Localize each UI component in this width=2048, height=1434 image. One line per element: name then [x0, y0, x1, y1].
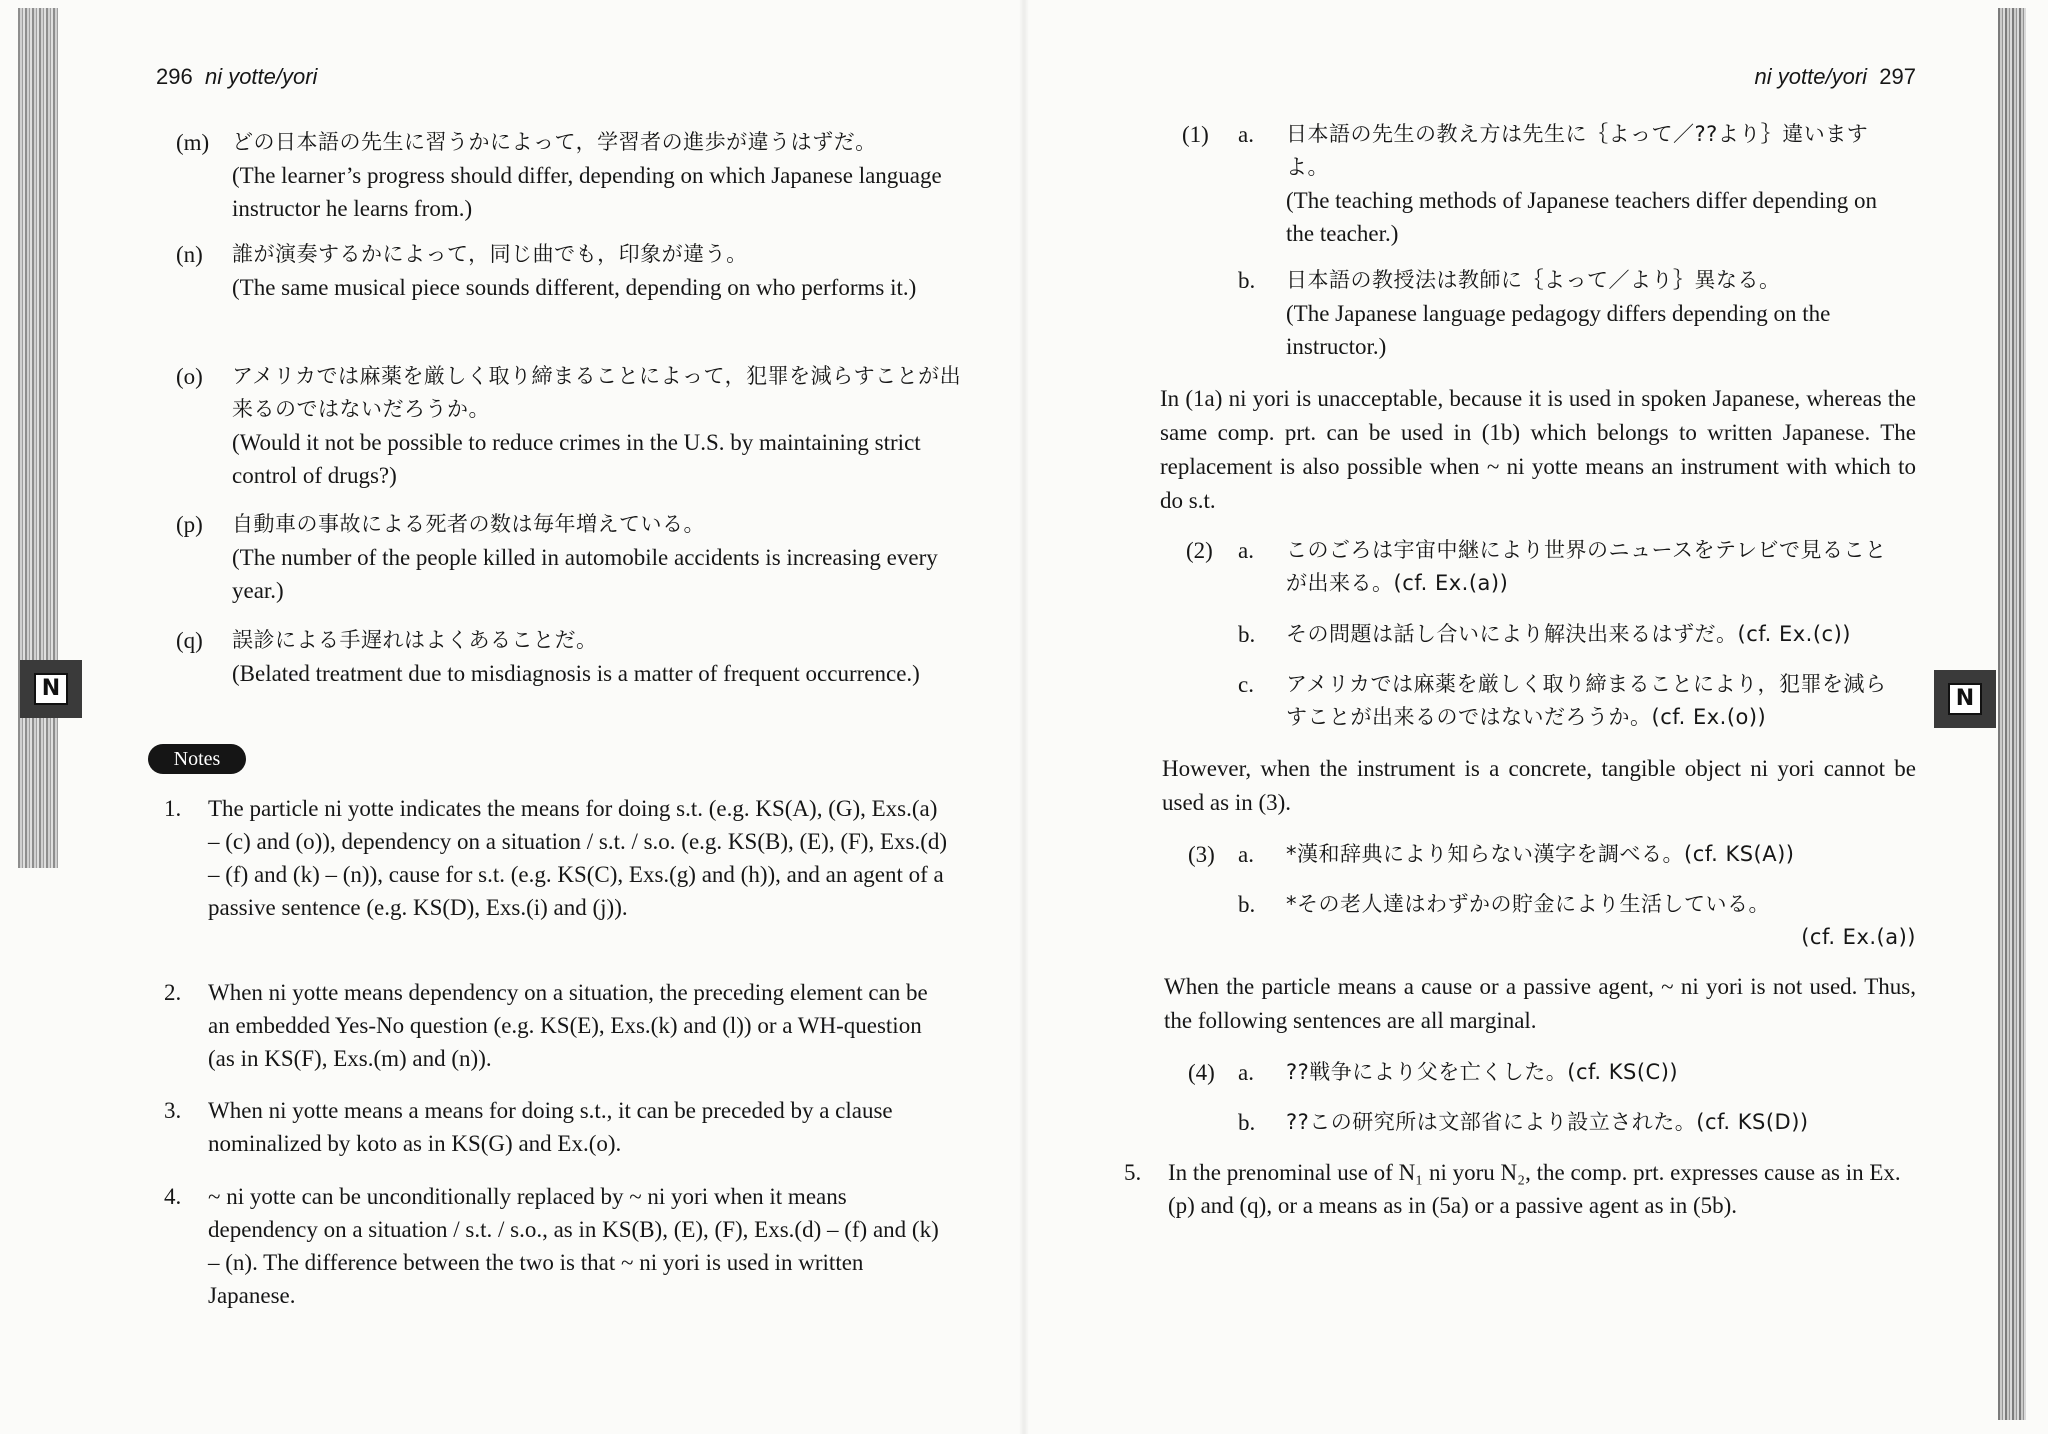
- note-text: ~ ni yotte can be unconditionally replaced by ~ ni yori when it means dependency on a situation / s.t. / s.o., as in KS(B), (E), (F), Exs.(d) – (f) and (k) – (n). The difference between the two is that ~ ni yori is used in written Japanese.: [208, 1184, 939, 1308]
- sub-label: c.: [1238, 672, 1254, 697]
- example-label: (o): [176, 364, 203, 389]
- example-number: (3): [1188, 842, 1215, 867]
- example-translation: (The number of the people killed in automobile accidents is increasing every year.): [232, 545, 938, 603]
- sub-label: b.: [1238, 268, 1256, 293]
- example-label: (p): [176, 512, 203, 537]
- note-text: When ni yotte means dependency on a situation, the preceding element can be an embedded Yes-No question (e.g. KS(E), Exs.(k) and (l)) or a WH-question (as in KS(F), Exs.(m) and (n)).: [208, 980, 928, 1071]
- page-number: 297: [1879, 64, 1916, 89]
- example-translation: (Would it not be possible to reduce crimes in the U.S. by maintaining strict control of drugs?): [232, 430, 921, 488]
- example-japanese: *その老人達はわずかの貯金により生活している。: [1286, 892, 1770, 916]
- example-reference: (cf. Ex.(a)): [1801, 925, 1916, 949]
- thumb-index-letter: N: [1948, 683, 1982, 715]
- example-label: (n): [176, 242, 203, 267]
- paragraph-3: When the particle means a cause or a passive agent, ~ ni yori is not used. Thus, the following sentences are all marginal.: [1164, 974, 1916, 1033]
- page-number: 296: [156, 64, 193, 89]
- thumb-index-tab: [1934, 670, 1996, 728]
- example-japanese: ??戦争により父を亡くした。(cf. KS(C)): [1286, 1060, 1679, 1084]
- running-head-left: [156, 64, 317, 90]
- example-japanese: アメリカでは麻薬を厳しく取り締まることにより，犯罪を減らすことが出来るのではないだろうか。(cf. Ex.(o)): [1286, 672, 1887, 729]
- example-japanese: 誤診による手遅れはよくあることだ。: [232, 628, 598, 652]
- page-edge-stripes: [18, 8, 58, 868]
- notes-badge: Notes: [148, 744, 246, 774]
- note-text: In the prenominal use of N₁ ni yoru N₂, the comp. prt. expresses cause as in Ex.(p) and (q), or a means as in (5a) or a passive agent as in (5b).: [1168, 1160, 1901, 1218]
- example-translation: (The Japanese language pedagogy differs depending on the instructor.): [1286, 301, 1831, 359]
- example-japanese: その問題は話し合いにより解決出来るはずだ。(cf. Ex.(c)): [1286, 622, 1851, 646]
- page-edge-stripes: [1998, 8, 2026, 1420]
- note-number: 4.: [164, 1184, 182, 1209]
- paragraph-1: In (1a) ni yori is unacceptable, because it is used in spoken Japanese, whereas the same comp. prt. can be used in (1b) which belongs to written Japanese. The replacement is also possible when ~ ni yotte means an instrument with which to do s.t.: [1160, 386, 1916, 513]
- example-translation: (Belated treatment due to misdiagnosis is a matter of frequent occurrence.): [232, 661, 920, 686]
- note-text: When ni yotte means a means for doing s.t., it can be preceded by a clause nominalized by koto as in KS(G) and Ex.(o).: [208, 1098, 893, 1156]
- example-japanese: 日本語の先生の教え方は先生に｛よって／??より｝違いますよ。: [1286, 122, 1869, 179]
- note-number: 5.: [1124, 1160, 1142, 1185]
- example-japanese: このごろは宇宙中継により世界のニュースをテレビで見ることが出来る。(cf. Ex.(a)): [1286, 538, 1887, 595]
- example-number: (4): [1188, 1060, 1215, 1085]
- example-number: (2): [1186, 538, 1213, 563]
- example-japanese: 誰が演奏するかによって，同じ曲でも，印象が違う。: [232, 242, 748, 266]
- example-label: (m): [176, 130, 210, 155]
- example-japanese: どの日本語の先生に習うかによって，学習者の進歩が違うはずだ。: [232, 130, 877, 154]
- running-title: ni yotte/yori: [204, 64, 318, 89]
- right-page: [1024, 0, 2048, 1434]
- sub-label: a.: [1238, 842, 1254, 867]
- example-japanese: 日本語の教授法は教師に｛よって／より｝異なる。: [1286, 268, 1781, 292]
- note-number: 2.: [164, 980, 182, 1005]
- paragraph-2: However, when the instrument is a concrete, tangible object ni yori cannot be used as in (3).: [1162, 756, 1916, 815]
- sub-label: b.: [1238, 1110, 1256, 1135]
- sub-label: b.: [1238, 622, 1256, 647]
- sub-label: a.: [1238, 1060, 1254, 1085]
- note-number: 1.: [164, 796, 182, 821]
- example-number: (1): [1182, 122, 1209, 147]
- thumb-index-letter: N: [34, 673, 68, 705]
- sub-label: a.: [1238, 122, 1254, 147]
- example-japanese: *漢和辞典により知らない漢字を調べる。(cf. KS(A)): [1286, 842, 1795, 866]
- example-translation: (The learner’s progress should differ, depending on which Japanese language instructor he learns from.): [232, 163, 942, 221]
- sub-label: b.: [1238, 892, 1256, 917]
- example-japanese: ??この研究所は文部省により設立された。(cf. KS(D)): [1286, 1110, 1809, 1134]
- example-japanese: アメリカでは麻薬を厳しく取り締まることによって，犯罪を減らすことが出来るのではないだろうか。: [232, 364, 962, 421]
- running-head-right: [1604, 64, 1916, 90]
- sub-label: a.: [1238, 538, 1254, 563]
- thumb-index-tab: [20, 660, 82, 718]
- note-number: 3.: [164, 1098, 182, 1123]
- example-translation: (The same musical piece sounds different, depending on who performs it.): [232, 275, 917, 300]
- running-title: ni yotte/yori: [1754, 64, 1868, 89]
- example-japanese: 自動車の事故による死者の数は毎年増えている。: [232, 512, 705, 536]
- note-text: The particle ni yotte indicates the means for doing s.t. (e.g. KS(A), (G), Exs.(a) – (c) and (o)), dependency on a situation / s.t. / s.o. (e.g. KS(B), (E), (F), Exs.(d) – (f) and (k) – (n)), cause for s.t. (e.g. KS(C), Exs.(g) and (h)), and an agent of a passive sentence (e.g. KS(D), Exs.(i) and (j)).: [208, 796, 948, 920]
- example-label: (q): [176, 628, 203, 653]
- example-translation: (The teaching methods of Japanese teachers differ depending on the teacher.): [1286, 188, 1877, 246]
